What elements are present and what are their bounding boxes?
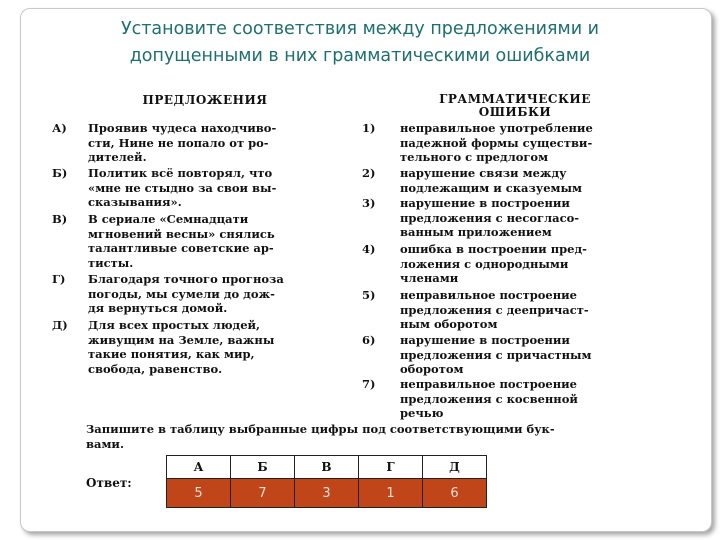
answer-letter-cell: Б xyxy=(231,456,295,479)
error-line: тельного с предлогом xyxy=(400,150,549,164)
answer-table xyxy=(166,455,487,508)
error-number: 7) xyxy=(362,377,376,391)
error-number: 3) xyxy=(362,196,376,210)
error-number: 4) xyxy=(362,242,376,256)
sentence-line: Проявив чудеса находчиво- xyxy=(88,121,277,135)
sentence-letter: Д) xyxy=(52,318,68,332)
sentence-line: дителей. xyxy=(88,150,147,164)
instruction-line: Запишите в таблицу выбранные цифры под соответствующими бук- xyxy=(86,422,555,436)
instruction-text xyxy=(86,422,642,452)
answer-letter-cell: Г xyxy=(359,456,423,479)
error-line: оборотом xyxy=(400,362,464,376)
sentence-line: Благодаря точного прогноза xyxy=(88,272,284,286)
error-item xyxy=(400,333,638,377)
error-line: неправильное построение xyxy=(400,288,577,302)
sentence-line: сказывания». xyxy=(88,195,182,209)
header-errors xyxy=(410,93,620,119)
error-line: предложения с несогласо- xyxy=(400,210,580,225)
error-line: нарушение в построении xyxy=(400,333,570,347)
error-line: ложения с однородными xyxy=(400,256,569,271)
header-sentences: ПРЕДЛОЖЕНИЯ xyxy=(142,93,268,107)
sentence-line: талантливые советские ар- xyxy=(88,241,274,255)
error-line: нарушение связи между xyxy=(400,166,567,180)
sentence-letter: Б) xyxy=(52,166,68,180)
sentence-line: Для всех простых людей, xyxy=(88,318,261,332)
sentence-letter: А) xyxy=(52,121,67,135)
error-item xyxy=(400,166,638,195)
answer-letter-cell: А xyxy=(167,456,231,479)
error-line: предложения с косвенной xyxy=(400,391,578,406)
error-line: речью xyxy=(400,406,444,420)
answer-value-cell: 7 xyxy=(231,479,295,508)
error-line: ным оборотом xyxy=(400,317,498,331)
title-line-2: допущенными в них грамматическими ошибками xyxy=(129,46,591,66)
error-line: неправильное употребление xyxy=(400,121,593,135)
error-number: 1) xyxy=(362,121,376,135)
sentence-line: сти, Нине не попало от ро- xyxy=(88,135,269,150)
sentence-line: погоды, мы сумели до дож- xyxy=(88,286,275,301)
error-line: членами xyxy=(400,271,459,285)
sentence-letter: В) xyxy=(52,212,68,226)
instruction-line: вами. xyxy=(86,437,124,451)
error-item xyxy=(400,288,638,332)
error-item xyxy=(400,121,638,165)
sentence-item xyxy=(88,272,324,316)
sentence-line: тисты. xyxy=(88,255,134,270)
error-item xyxy=(400,242,638,286)
answer-label: Ответ: xyxy=(86,476,132,490)
sentence-line: живущим на Земле, важны xyxy=(88,332,275,347)
header-errors-line-2: ОШИБКИ xyxy=(478,105,552,119)
answer-letters-row xyxy=(167,456,487,479)
answer-value-cell: 6 xyxy=(423,479,487,508)
sentence-item xyxy=(88,318,324,376)
sentence-line: «мне не стыдно за свои вы- xyxy=(88,180,277,195)
answer-value-cell: 1 xyxy=(359,479,423,508)
answer-letter-cell: В xyxy=(295,456,359,479)
answer-value-cell: 5 xyxy=(167,479,231,508)
error-line: подлежащим и сказуемым xyxy=(400,180,583,195)
answer-letter-cell: Д xyxy=(423,456,487,479)
sentence-letter: Г) xyxy=(52,272,66,286)
error-number: 6) xyxy=(362,333,376,347)
header-errors-line-1: ГРАММАТИЧЕСКИЕ xyxy=(439,92,591,106)
sentence-line: В сериале «Семнадцати xyxy=(88,212,249,226)
error-line: падежной формы существи- xyxy=(400,135,593,150)
error-number: 5) xyxy=(362,288,376,302)
error-line: ошибка в построении пред- xyxy=(400,242,587,256)
sentence-item xyxy=(88,121,324,165)
error-item xyxy=(400,196,638,240)
slide-title xyxy=(30,16,690,70)
sentence-item xyxy=(88,212,324,270)
error-line: неправильное построение xyxy=(400,377,577,391)
sentence-line: свобода, равенство. xyxy=(88,361,223,376)
answer-values-row xyxy=(167,479,487,508)
error-line: предложения с деепричаст- xyxy=(400,302,589,317)
sentence-line: мгновений весны» снялись xyxy=(88,226,275,241)
error-line: нарушение в построении xyxy=(400,196,570,210)
sentence-item xyxy=(88,166,324,210)
error-item xyxy=(400,377,638,421)
answer-value-cell: 3 xyxy=(295,479,359,508)
error-line: предложения с причастным xyxy=(400,347,592,362)
sentence-line: такие понятия, как мир, xyxy=(88,347,255,361)
title-line-1: Установите соответствия между предложениями и xyxy=(120,19,600,39)
sentence-line: Политик всё повторял, что xyxy=(88,166,273,180)
sentence-line: дя вернуться домой. xyxy=(88,301,228,315)
error-number: 2) xyxy=(362,166,376,180)
error-line: ванным приложением xyxy=(400,225,552,239)
